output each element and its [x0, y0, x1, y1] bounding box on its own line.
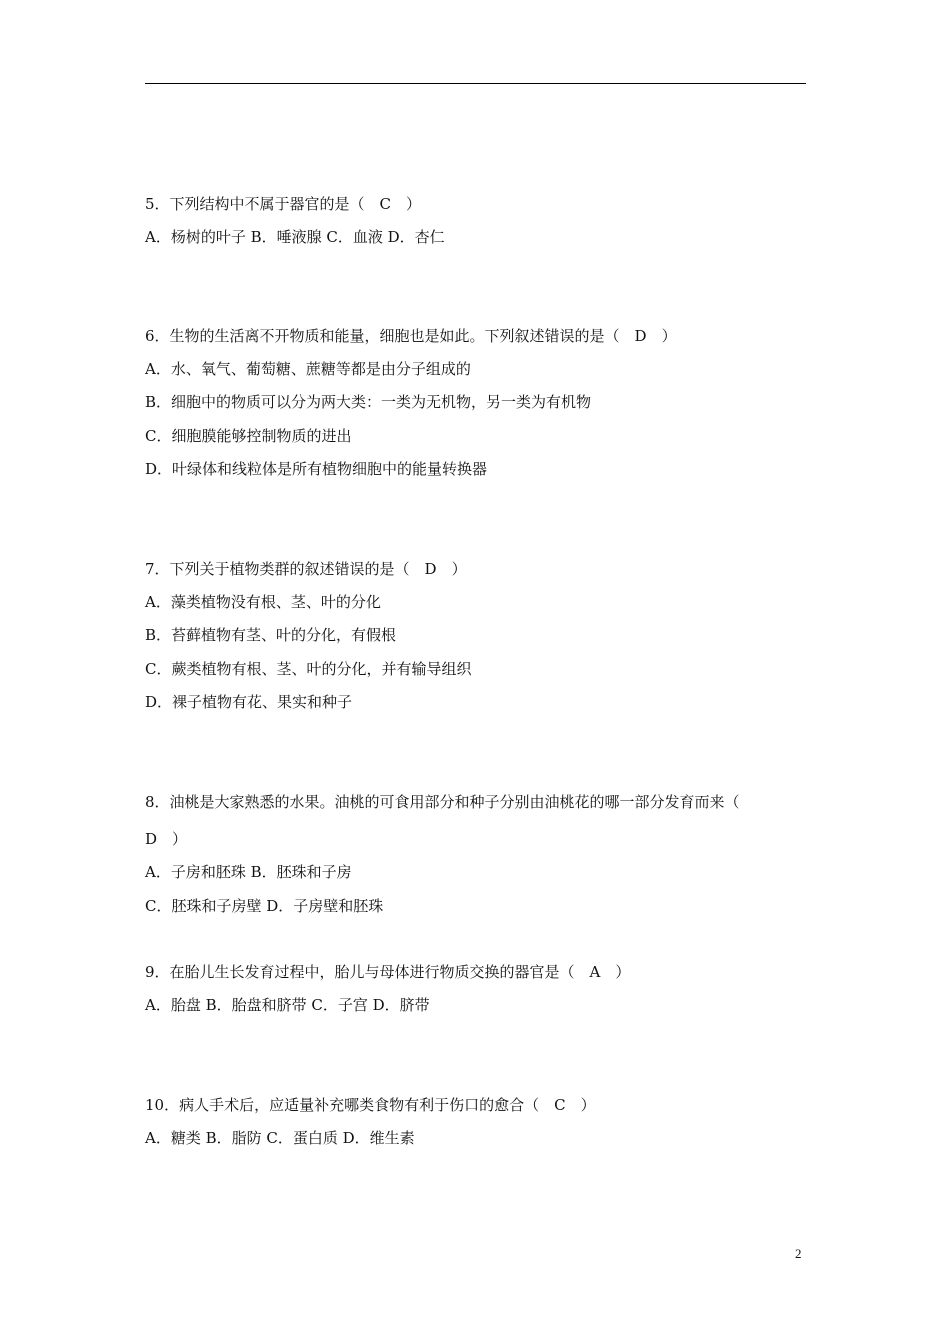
question-7-stem: 7．下列关于植物类群的叙述错误的是（ D ）: [145, 560, 467, 578]
question-7-option-c: C．蕨类植物有根、茎、叶的分化，并有输导组织: [145, 660, 472, 678]
question-8-options-line-1: A．子房和胚珠 B．胚珠和子房: [145, 863, 352, 881]
question-9-options: A．胎盘 B．胎盘和脐带 C．子宫 D．脐带: [145, 996, 430, 1014]
question-6-option-b: B．细胞中的物质可以分为两大类：一类为无机物，另一类为有机物: [145, 393, 592, 411]
question-6-option-a: A．水、氧气、葡萄糖、蔗糖等都是由分子组成的: [145, 360, 471, 378]
question-6-option-c: C．细胞膜能够控制物质的进出: [145, 427, 352, 445]
question-8-stem: 8．油桃是大家熟悉的水果。油桃的可食用部分和种子分别由油桃花的哪一部分发育而来（: [145, 793, 740, 811]
question-5-options: A．杨树的叶子 B．唾液腺 C．血液 D．杏仁: [145, 228, 445, 246]
page-number: 2: [795, 1246, 802, 1261]
question-8-options-line-2: C．胚珠和子房壁 D．子房壁和胚珠: [145, 897, 384, 915]
question-10-stem: 10．病人手术后，应适量补充哪类食物有利于伤口的愈合（ C ）: [145, 1096, 596, 1114]
question-8-stem-continued: D ）: [145, 830, 188, 848]
question-9-stem: 9．在胎儿生长发育过程中，胎儿与母体进行物质交换的器官是（ A ）: [145, 963, 631, 981]
question-10-options: A．糖类 B．脂防 C．蛋白质 D．维生素: [145, 1129, 415, 1147]
header-rule: [145, 83, 806, 84]
question-7-option-b: B．苔藓植物有茎、叶的分化，有假根: [145, 626, 397, 644]
question-7-option-a: A．藻类植物没有根、茎、叶的分化: [145, 593, 381, 611]
question-5-stem: 5．下列结构中不属于器官的是（ C ）: [145, 195, 422, 213]
question-7-option-d: D．裸子植物有花、果实和种子: [145, 693, 353, 711]
question-6-stem: 6．生物的生活离不开物质和能量，细胞也是如此。下列叙述错误的是（ D ）: [145, 327, 677, 345]
question-6-option-d: D．叶绿体和线粒体是所有植物细胞中的能量转换器: [145, 460, 488, 478]
